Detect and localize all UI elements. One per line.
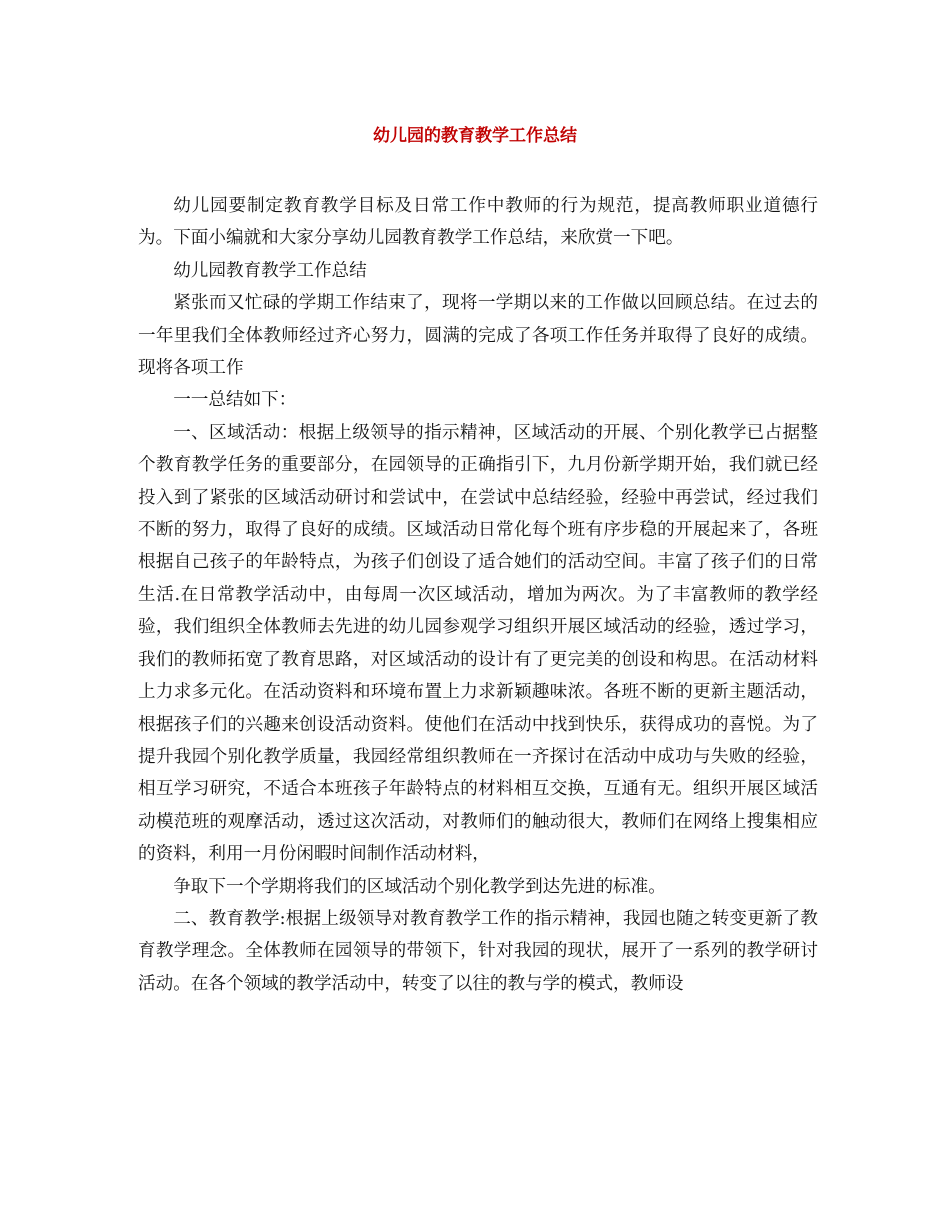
paragraph-summary-lead: 一一总结如下： [173,390,297,411]
paragraph-section-two: 二、教育教学:根据上级领导对教育教学工作的指示精神，我园也随之转变更新了教育教学理念。全体教师在园领导的带领下，针对我园的现状，展开了一系列的教学研讨活动。在各个领域的教学活动中，转变了以往的教与学的模式，教师设 [138,908,818,994]
paragraph-opening: 紧张而又忙碌的学期工作结束了，现将一学期以来的工作做以回顾总结。在过去的一年里我们全体教师经过齐心努力，圆满的完成了各项工作任务并取得了良好的成绩。现将各项工作 [138,293,818,379]
paragraph-intro: 幼儿园要制定教育教学目标及日常工作中教师的行为规范，提高教师职业道德行为。下面小编就和大家分享幼儿园教育教学工作总结，来欣赏一下吧。 [138,196,818,249]
paragraph-section-one-goal: 争取下一个学期将我们的区域活动个别化教学到达先进的标准。 [173,876,666,897]
document-body [138,190,818,1000]
document-title: 幼儿园的教育教学工作总结 [373,126,577,146]
paragraph-section-one: 一、区域活动：根据上级领导的指示精神，区域活动的开展、个别化教学已占据整个教育教学任务的重要部分，在园领导的正确指引下，九月份新学期开始，我们就已经投入到了紧张的区域活动研讨和尝试中，在尝试中总结经验，经验中再尝试，经过我们不断的努力，取得了良好的成绩。区域活动日常化每个班有序步稳的开展起来了，各班根据自己孩子的年龄特点，为孩子们创设了适合她们的活动空间。丰富了孩子们的日常生活.在日常教学活动中，由每周一次区域活动，增加为两次。为了丰富教师的教学经验，我们组织全体教师去先进的幼儿园参观学习组织开展区域活动的经验，透过学习，我们的教师拓宽了教育思路，对区域活动的设计有了更完美的创设和构思。在活动材料上力求多元化。在活动资料和环境布置上力求新颖趣味浓。各班不断的更新主题活动，根据孩子们的兴趣来创设活动资料。使他们在活动中找到快乐，获得成功的喜悦。为了提升我园个别化教学质量，我园经常组织教师在一齐探讨在活动中成功与失败的经验，相互学习研究，不适合本班孩子年龄特点的材料相互交换，互通有无。组织开展区域活动模范班的观摩活动，透过这次活动，对教师们的触动很大，教师们在网络上搜集相应的资料，利用一月份闲暇时间制作活动材料， [138,422,818,865]
paragraph-subtitle: 幼儿园教育教学工作总结 [173,260,367,281]
